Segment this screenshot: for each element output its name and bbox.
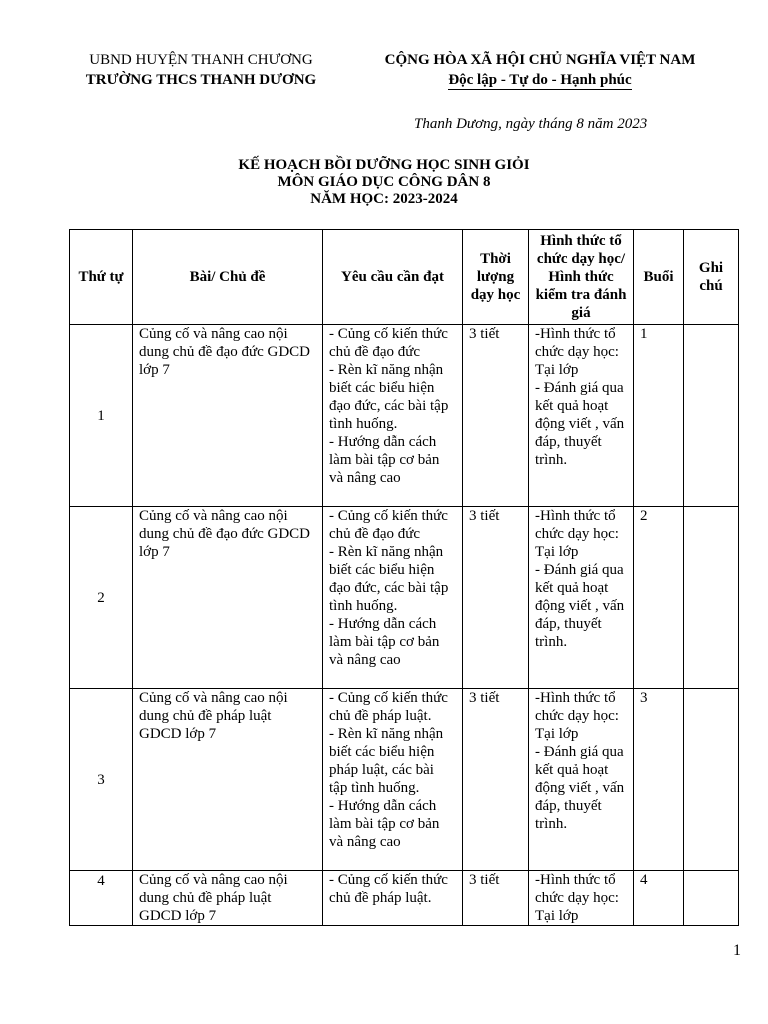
table-row [70, 689, 739, 871]
requirement-line: - Hướng dẫn cách làm bài tập cơ bản và nâng cao [329, 616, 440, 668]
row-form [529, 871, 634, 926]
header-left [66, 50, 336, 90]
form-line: - Đánh giá qua kết quả hoạt động viết , vấn đáp, thuyết trình. [535, 380, 625, 468]
title-line-1: KẾ HOẠCH BỒI DƯỠNG HỌC SINH GIỎI [238, 157, 530, 173]
form-line: -Hình thức tổ chức dạy học: Tại lớp [535, 508, 619, 560]
row-duration: 3 tiết [463, 507, 529, 689]
form-line: -Hình thức tổ chức dạy học: Tại lớp [535, 872, 619, 924]
row-duration: 3 tiết [463, 689, 529, 871]
col-header-session: Buổi [634, 230, 684, 325]
requirement-line: - Rèn kĩ năng nhận biết các biểu hiện đạo đức, các bài tập tình huống. [329, 544, 449, 614]
col-header-requirement: Yêu cầu cần đạt [323, 230, 463, 325]
row-order: 4 [70, 871, 133, 926]
row-form [529, 689, 634, 871]
row-note [684, 689, 739, 871]
row-duration: 3 tiết [463, 325, 529, 507]
table-row [70, 325, 739, 507]
date-line: Thanh Dương, ngày tháng 8 năm 2023 [414, 116, 648, 132]
form-line: -Hình thức tổ chức dạy học: Tại lớp [535, 326, 619, 378]
plan-table [69, 229, 739, 926]
table-header-row [70, 230, 739, 325]
school-name: TRƯỜNG THCS THANH DƯƠNG [85, 72, 317, 88]
row-requirement [323, 507, 463, 689]
title-line-2: MÔN GIÁO DỤC CÔNG DÂN 8 [277, 174, 491, 190]
row-order: 1 [70, 325, 133, 507]
form-line: - Đánh giá qua kết quả hoạt động viết , vấn đáp, thuyết trình. [535, 744, 625, 832]
row-topic: Củng cố và nâng cao nội dung chủ đề đạo đức GDCD lớp 7 [133, 507, 323, 689]
col-header-order: Thứ tự [70, 230, 133, 325]
row-order: 3 [70, 689, 133, 871]
row-requirement [323, 689, 463, 871]
requirement-line: - Củng cố kiến thức chủ đề pháp luật. [329, 872, 448, 906]
requirement-line: - Hướng dẫn cách làm bài tập cơ bản và nâng cao [329, 434, 440, 486]
row-topic: Củng cố và nâng cao nội dung chủ đề pháp luật GDCD lớp 7 [133, 689, 323, 871]
col-header-note: Ghi chú [684, 230, 739, 325]
row-session: 1 [634, 325, 684, 507]
title-line-3: NĂM HỌC: 2023-2024 [310, 191, 458, 207]
table-row [70, 507, 739, 689]
table-row [70, 871, 739, 926]
row-session: 4 [634, 871, 684, 926]
col-header-form: Hình thức tổ chức dạy học/ Hình thức kiểm tra đánh giá [529, 230, 634, 325]
requirement-line: - Củng cố kiến thức chủ đề pháp luật. [329, 690, 448, 724]
national-motto: Độc lập - Tự do - Hạnh phúc [448, 72, 632, 88]
row-requirement [323, 325, 463, 507]
requirement-line: - Củng cố kiến thức chủ đề đạo đức [329, 326, 448, 360]
row-requirement [323, 871, 463, 926]
requirement-line: - Rèn kĩ năng nhận biết các biểu hiện đạo đức, các bài tập tình huống. [329, 362, 449, 432]
row-note [684, 325, 739, 507]
requirement-line: - Hướng dẫn cách làm bài tập cơ bản và nâng cao [329, 798, 440, 850]
page-number: 1 [733, 942, 741, 959]
row-order: 2 [70, 507, 133, 689]
row-note [684, 871, 739, 926]
row-topic: Củng cố và nâng cao nội dung chủ đề đạo đức GDCD lớp 7 [133, 325, 323, 507]
row-duration: 3 tiết [463, 871, 529, 926]
col-header-topic: Bài/ Chủ đề [133, 230, 323, 325]
col-header-duration: Thời lượng dạy học [463, 230, 529, 325]
form-line: -Hình thức tổ chức dạy học: Tại lớp [535, 690, 619, 742]
row-note [684, 507, 739, 689]
row-session: 3 [634, 689, 684, 871]
row-topic: Củng cố và nâng cao nội dung chủ đề pháp luật GDCD lớp 7 [133, 871, 323, 926]
national-title: CỘNG HÒA XÃ HỘI CHỦ NGHĨA VIỆT NAM [384, 52, 696, 68]
requirement-line: - Củng cố kiến thức chủ đề đạo đức [329, 508, 448, 542]
form-line: - Đánh giá qua kết quả hoạt động viết , vấn đáp, thuyết trình. [535, 562, 625, 650]
row-form [529, 507, 634, 689]
district-name: UBND HUYỆN THANH CHƯƠNG [89, 52, 313, 68]
row-session: 2 [634, 507, 684, 689]
requirement-line: - Rèn kĩ năng nhận biết các biểu hiện pháp luật, các bài tập tình huống. [329, 726, 444, 796]
row-form [529, 325, 634, 507]
document-title [0, 157, 768, 208]
header-right [355, 50, 725, 90]
